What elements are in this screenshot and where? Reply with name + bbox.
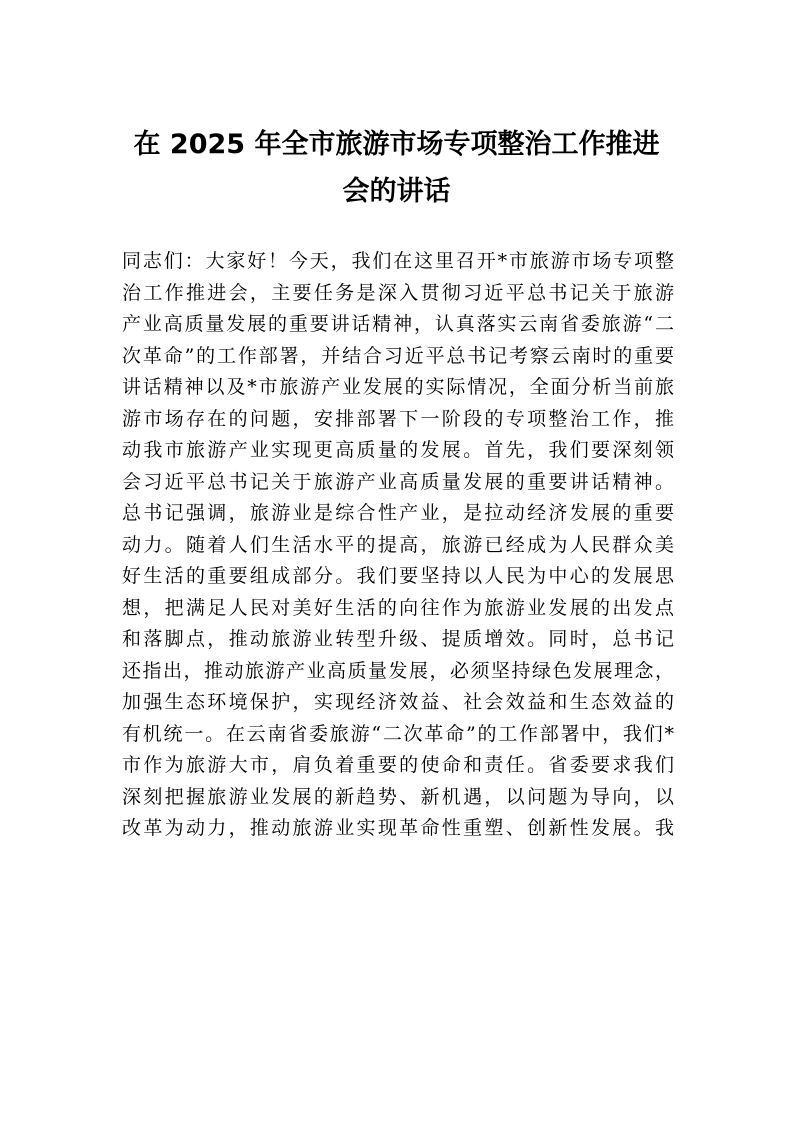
title-line-1: 在 2025 年全市旅游市场专项整治工作推进 [133,129,660,160]
body-line: 总书记强调，旅游业是综合性产业，是拉动经济发展的重要 [122,502,674,524]
body-line: 产业高质量发展的重要讲话精神，认真落实云南省委旅游“二 [122,313,674,335]
body-line: 动我市旅游产业实现更高质量的发展。首先，我们要深刻领 [122,439,674,461]
body-line: 动力。随着人们生活水平的提高，旅游已经成为人民群众美 [122,533,674,556]
body-line: 讲话精神以及*市旅游产业发展的实际情况，全面分析当前旅 [122,376,674,398]
body-line: 深刻把握旅游业发展的新趋势、新机遇，以问题为导向，以 [122,785,674,808]
body-line: 会习近平总书记关于旅游产业高质量发展的重要讲话精神。 [122,470,674,493]
body-line: 和落脚点，推动旅游业转型升级、提质增效。同时，总书记 [122,628,674,650]
body-line: 治工作推进会，主要任务是深入贯彻习近平总书记关于旅游 [122,281,674,304]
body-line: 好生活的重要组成部分。我们要坚持以人民为中心的发展思 [122,565,674,587]
body-line: 加强生态环境保护，实现经济效益、社会效益和生态效益的 [122,691,674,713]
speech-body [122,246,674,845]
title-line-2: 会的讲话 [342,176,451,207]
body-line: 同志们：大家好！今天，我们在这里召开*市旅游市场专项整 [122,250,674,272]
body-line: 游市场存在的问题，安排部署下一阶段的专项整治工作，推 [122,407,674,430]
document-title [118,121,675,215]
body-line: 还指出，推动旅游产业高质量发展，必须坚持绿色发展理念， [122,659,674,682]
body-line: 改革为动力，推动旅游业实现革命性重塑、创新性发展。我 [122,817,674,839]
body-line: 次革命”的工作部署，并结合习近平总书记考察云南时的重要 [122,344,674,367]
body-line: 市作为旅游大市，肩负着重要的使命和责任。省委要求我们 [122,754,674,776]
body-line: 想，把满足人民对美好生活的向往作为旅游业发展的出发点 [122,596,674,619]
body-line: 有机统一。在云南省委旅游“二次革命”的工作部署中，我们* [122,722,674,745]
